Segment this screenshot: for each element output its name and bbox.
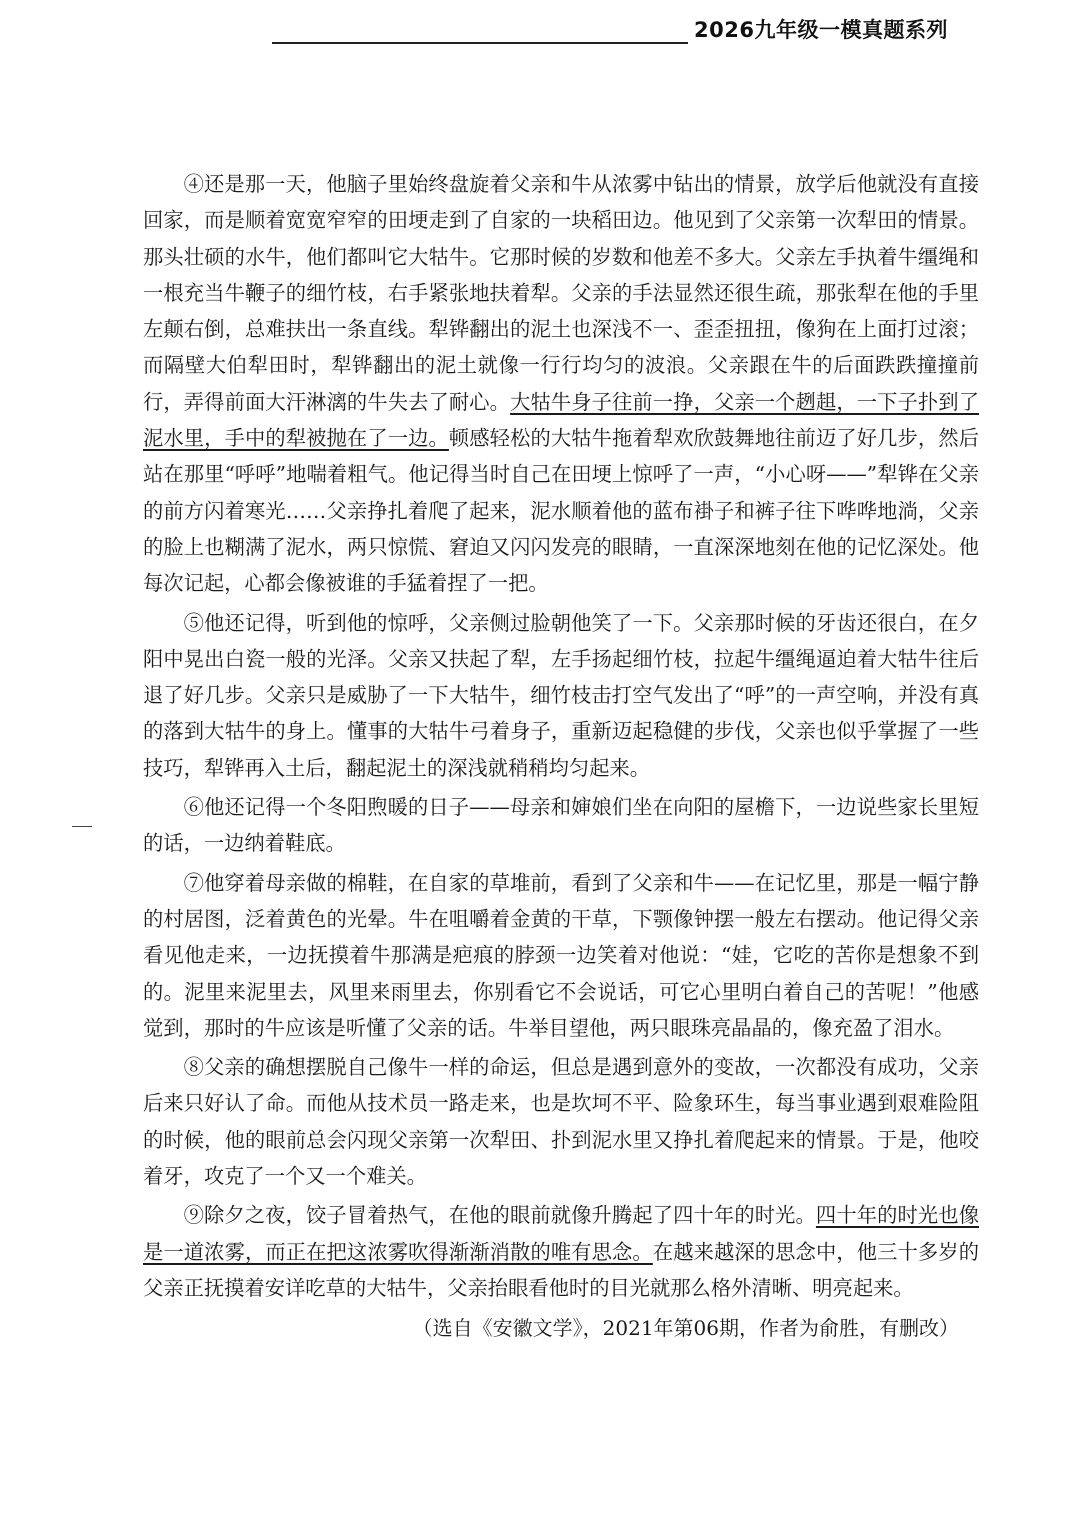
paragraph-7-text: ⑦他穿着母亲做的棉鞋，在自家的草堆前，看到了父亲和牛——在记忆里，那是一幅宁静的村居图，泛着黄色的光晕。牛在咀嚼着金黄的干草，下颚像钟摆一般左右摆动。他记得父亲看见他走来，一边抚摸着牛那满是疤痕的脖颈一边笑着对他说：“娃，它吃的苦你是想象不到的。泥里来泥里去，风里来雨里去，你别看它不会说话，可它心里明白着自己的苦呢！”他感觉到，那时的牛应该是听懂了父亲的话。牛举目望他，两只眼珠亮晶晶的，像充盈了泪水。 xyxy=(143,870,979,1040)
paragraph-9-text: ⑨除夕之夜，饺子冒着热气，在他的眼前就像升腾起了四十年的时光。 xyxy=(183,1203,816,1228)
paragraph-8 xyxy=(143,1049,979,1194)
paragraph-6 xyxy=(143,789,979,862)
paragraph-5-text: ⑤他还记得，听到他的惊呼，父亲侧过脸朝他笑了一下。父亲那时候的牙齿还很白，在夕阳中晃出白瓷一般的光泽。父亲又扶起了犁，左手扬起细竹枝，拉起牛缰绳逼迫着大牯牛往后退了好几步。父亲只是威胁了一下大牯牛，细竹枝击打空气发出了“呼”的一声空响，并没有真的落到大牯牛的身上。懂事的大牯牛弓着身子，重新迈起稳健的步伐，父亲也似乎掌握了一些技巧，犁铧再入土后，翻起泥土的深浅就稍稍均匀起来。 xyxy=(143,610,979,780)
paragraph-7 xyxy=(143,865,979,1046)
header-title: 2026九年级一模真题系列 xyxy=(688,14,948,44)
paragraph-4-text-continued: 顿感轻松的大牯牛拖着犁欢欣鼓舞地往前迈了好几步，然后站在那里“呼呼”地喘着粗气。他记得当时自己在田埂上惊呼了一声，“小心呀——”犁铧在父亲的前方闪着寒光……父亲挣扎着爬了起来，泥水顺着他的蓝布褂子和裤子往下哗哗地淌，父亲的脸上也糊满了泥水，两只惊慌、窘迫又闪闪发亮的眼睛，一直深深地刻在他的记忆深处。他每次记起，心都会像被谁的手猛着捏了一把。 xyxy=(143,426,979,596)
paragraph-6-text: ⑥他还记得一个冬阳煦暖的日子——母亲和婶娘们坐在向阳的屋檐下，一边说些家长里短的话，一边纳着鞋底。 xyxy=(143,795,979,856)
paragraph-9-text-continued: 在越来越深的思念中，他三十多岁的父亲正抚摸着安详吃草的大牯牛，父亲抬眼看他时的目光就那么格外清晰、明亮起来。 xyxy=(143,1239,979,1300)
paragraph-4-underlined-sentence: 大牯牛身子往前一挣，父亲一个趔趄，一下子扑到了泥水里，手中的犁被抛在了一边。 xyxy=(143,389,979,451)
source-citation: （选自《安徽文学》，2021年第06期，作者为俞胜，有删改） xyxy=(412,1316,959,1341)
article-body xyxy=(143,166,979,1346)
paragraph-4-text: ④还是那一天，他脑子里始终盘旋着父亲和牛从浓雾中钻出的情景，放学后他就没有直接回家，而是顺着宽宽窄窄的田埂走到了自家的一块稻田边。他见到了父亲第一次犁田的情景。那头壮硕的水牛，他们都叫它大牯牛。它那时候的岁数和他差不多大。父亲左手执着牛缰绳和一根充当牛鞭子的细竹枝，右手紧张地扶着犁。父亲的手法显然还很生疏，那张犁在他的手里左颠右倒，总难扶出一条直线。犁铧翻出的泥土也深浅不一、歪歪扭扭，像狗在上面打过滚；而隔壁大伯犁田时，犁铧翻出的泥土就像一行行均匀的波浪。父亲跟在牛的后面跌跌撞撞前行，弄得前面大汗淋漓的牛失去了耐心。 xyxy=(143,172,979,414)
paragraph-4 xyxy=(143,166,979,602)
margin-mark xyxy=(72,826,92,827)
paragraph-9-underlined-sentence: 四十年的时光也像是一道浓雾，而正在把这浓雾吹得渐渐消散的唯有思念。 xyxy=(143,1203,979,1264)
paragraph-9 xyxy=(143,1197,979,1306)
paragraph-5 xyxy=(143,605,979,786)
paragraph-8-text: ⑧父亲的确想摆脱自己像牛一样的命运，但总是遇到意外的变故，一次都没有成功，父亲后来只好认了命。而他从技术员一路走来，也是坎坷不平、险象环生，每当事业遇到艰难险阻的时候，他的眼前总会闪现父亲第一次犁田、扑到泥水里又挣扎着爬起来的情景。于是，他咬着牙，攻克了一个又一个难关。 xyxy=(143,1055,979,1189)
